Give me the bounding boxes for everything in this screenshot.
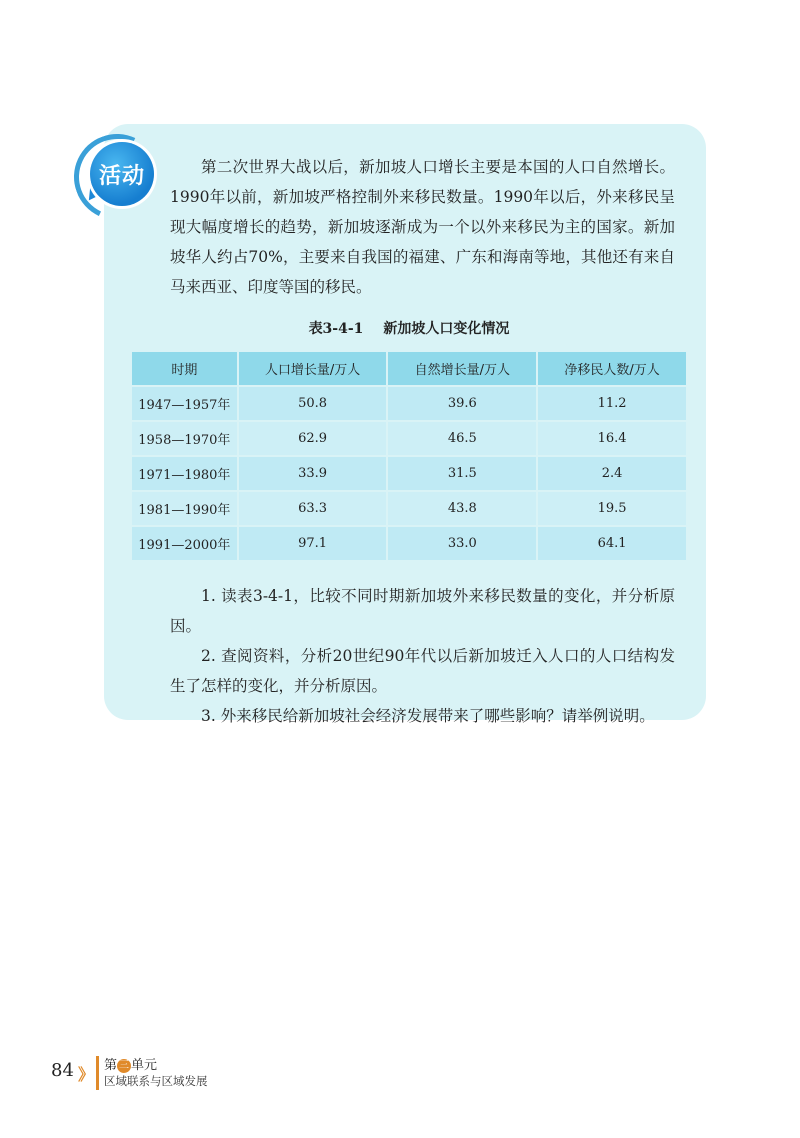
- cell-natural-growth: 46.5: [388, 422, 536, 455]
- population-table: [130, 350, 688, 562]
- activity-questions: [170, 581, 675, 731]
- table-title: 新加坡人口变化情况: [383, 321, 510, 337]
- cell-natural-growth: 33.0: [388, 527, 536, 560]
- table-row: [132, 457, 686, 490]
- table-row: [132, 527, 686, 560]
- table-number: 表3-4-1: [308, 321, 364, 337]
- cell-net-migration: 16.4: [538, 422, 686, 455]
- question-1: 1. 读表3-4-1，比较不同时期新加坡外来移民数量的变化，并分析原因。: [170, 587, 675, 635]
- question-3: 3. 外来移民给新加坡社会经济发展带来了哪些影响？请举例说明。: [201, 707, 655, 725]
- column-header-natural-growth: 自然增长量/万人: [388, 352, 536, 385]
- table-row: [132, 387, 686, 420]
- cell-natural-growth: 39.6: [388, 387, 536, 420]
- unit-title: 区域联系与区域发展: [104, 1074, 208, 1088]
- column-header-period: 时期: [132, 352, 237, 385]
- activity-badge-label: 活动: [90, 142, 154, 206]
- table-row: [132, 492, 686, 525]
- cell-total-growth: 97.1: [239, 527, 387, 560]
- cell-net-migration: 11.2: [538, 387, 686, 420]
- column-header-total-growth: 人口增长量/万人: [239, 352, 387, 385]
- unit-prefix: 第: [104, 1058, 118, 1073]
- activity-badge: [70, 128, 180, 218]
- column-header-net-migration: 净移民人数/万人: [538, 352, 686, 385]
- page-number: 84: [51, 1060, 74, 1081]
- unit-label: [104, 1054, 157, 1073]
- cell-net-migration: 2.4: [538, 457, 686, 490]
- cell-total-growth: 50.8: [239, 387, 387, 420]
- cell-period: 1981—1990年: [132, 492, 237, 525]
- cell-total-growth: 33.9: [239, 457, 387, 490]
- cell-total-growth: 62.9: [239, 422, 387, 455]
- activity-paragraph: 第二次世界大战以后，新加坡人口增长主要是本国的人口自然增长。1990年以前，新加坡严格控制外来移民数量。1990年以后，外来移民呈现大幅度增长的趋势，新加坡逐渐成为一个以外来移民为主的国家。新加坡华人约占70%，主要来自我国的福建、广东和海南等地，其他还有来自马来西亚、印度等国的移民。: [170, 158, 675, 296]
- table-header-row: [132, 352, 686, 385]
- cell-period: 1991—2000年: [132, 527, 237, 560]
- table-caption: [130, 318, 688, 338]
- cell-natural-growth: 43.8: [388, 492, 536, 525]
- cell-period: 1947—1957年: [132, 387, 237, 420]
- cell-net-migration: 19.5: [538, 492, 686, 525]
- unit-number-badge: 三: [119, 1059, 130, 1071]
- cell-net-migration: 64.1: [538, 527, 686, 560]
- cell-total-growth: 63.3: [239, 492, 387, 525]
- cell-period: 1971—1980年: [132, 457, 237, 490]
- unit-suffix: 单元: [131, 1058, 158, 1073]
- table-row: [132, 422, 686, 455]
- cell-natural-growth: 31.5: [388, 457, 536, 490]
- question-2: 2. 查阅资料，分析20世纪90年代以后新加坡迁入人口的人口结构发生了怎样的变化，并分析原因。: [170, 647, 675, 695]
- chevron-icon: 》: [78, 1065, 95, 1084]
- cell-period: 1958—1970年: [132, 422, 237, 455]
- footer-divider: [96, 1056, 99, 1090]
